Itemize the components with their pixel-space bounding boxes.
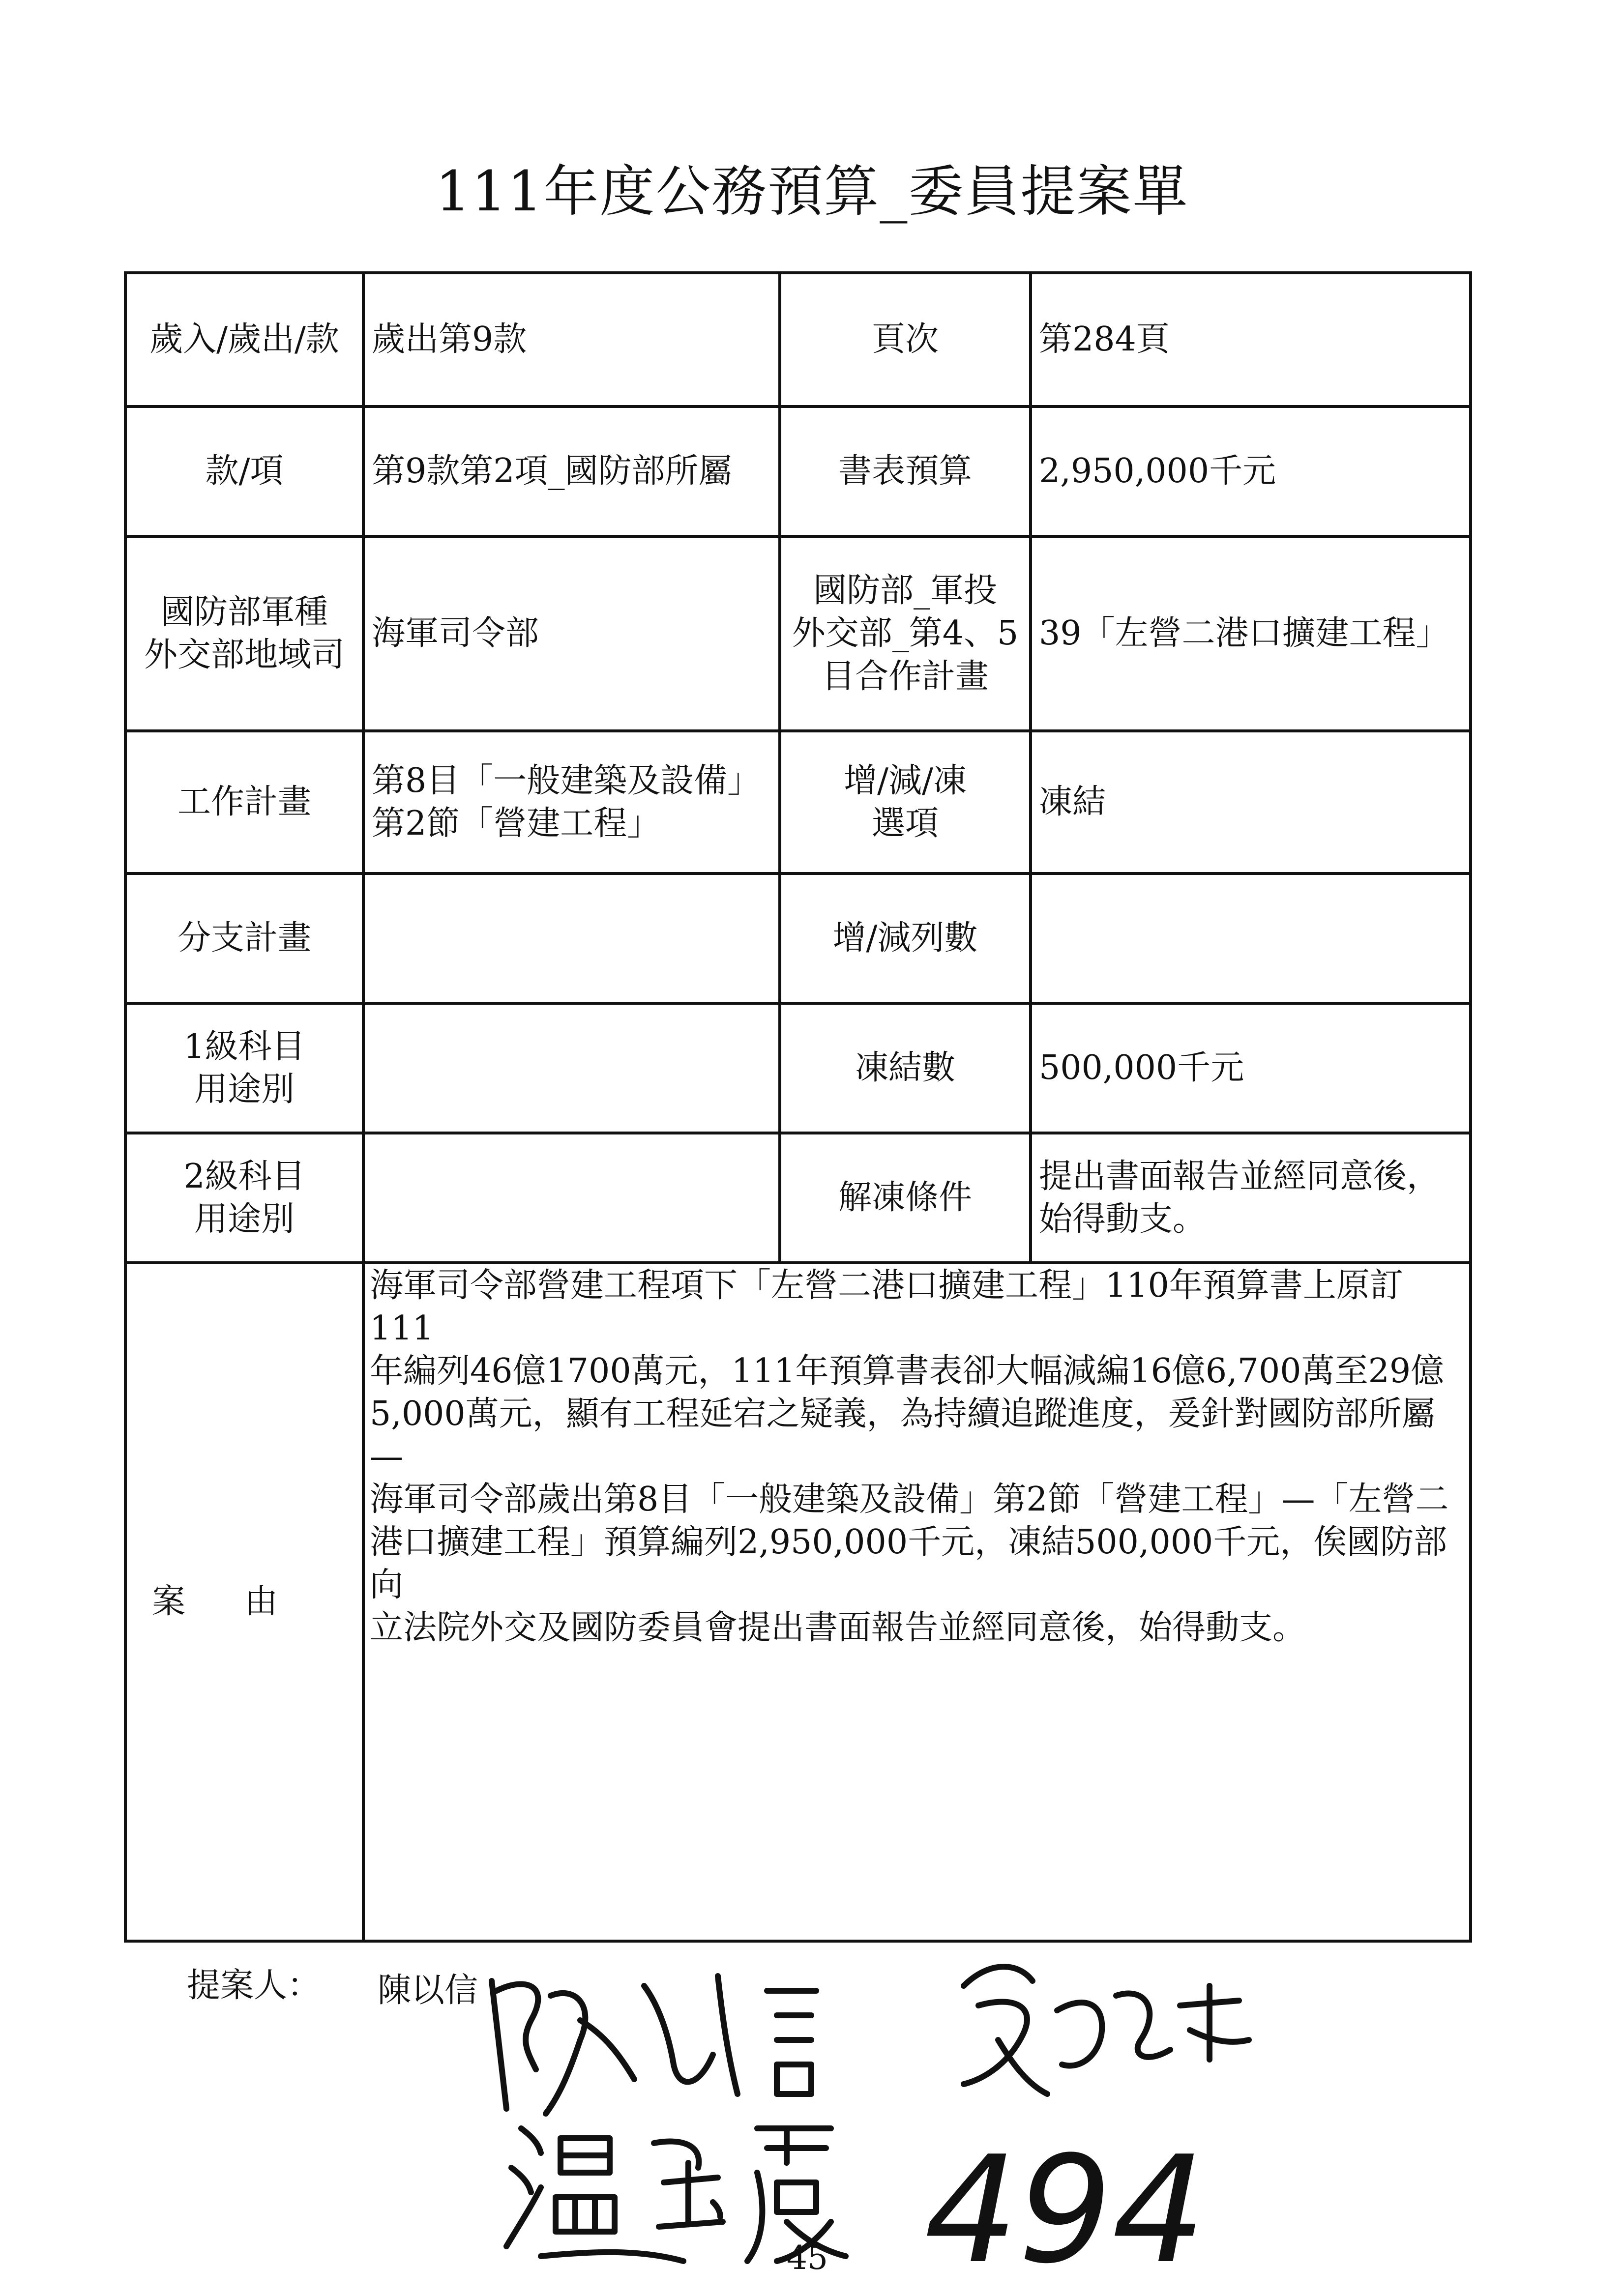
field-label: 工作計畫 bbox=[125, 731, 363, 873]
label-line: 1級科目 bbox=[183, 1027, 305, 1066]
value-line: 第2節「營建工程」 bbox=[372, 804, 661, 843]
label-line: 2級科目 bbox=[183, 1157, 305, 1196]
field-value: 2,950,000千元 bbox=[1031, 407, 1471, 536]
reason-line: 海軍司令部營建工程項下「左營二港口擴建工程」110年預算書上原訂111 bbox=[370, 1266, 1403, 1348]
field-label: 凍結數 bbox=[780, 1003, 1031, 1133]
label-line: 外交部地域司 bbox=[144, 636, 345, 674]
page-number: 45 bbox=[787, 2239, 828, 2277]
field-value: 第284頁 bbox=[1031, 273, 1471, 407]
field-value: 海軍司令部 bbox=[363, 536, 780, 731]
value-line: 第8目「一般建築及設備」 bbox=[372, 761, 761, 800]
label-line: 目合作計畫 bbox=[821, 657, 989, 696]
label-line: 用途別 bbox=[194, 1200, 295, 1239]
field-label: 解凍條件 bbox=[780, 1133, 1031, 1263]
label-line: 國防部軍種 bbox=[160, 592, 328, 632]
field-label: 書表預算 bbox=[780, 407, 1031, 536]
signature-1 bbox=[492, 1976, 816, 2114]
value-line: 提出書面報告並經同意後， bbox=[1039, 1157, 1441, 1196]
field-label: 款/項 bbox=[125, 407, 363, 536]
form-title: 111年度公務預算_委員提案單 bbox=[435, 160, 1189, 224]
proposer-name: 陳以信 bbox=[378, 1971, 478, 2010]
label-line: 選項 bbox=[871, 804, 939, 843]
signature-2 bbox=[964, 1967, 1249, 2094]
field-value: 第9款第2項_國防部所屬 bbox=[363, 407, 780, 536]
value-line: 始得動支。 bbox=[1039, 1200, 1207, 1239]
field-label: 分支計畫 bbox=[125, 873, 363, 1003]
field-value: 500,000千元 bbox=[1031, 1003, 1471, 1133]
field-label: 歲入/歲出/款 bbox=[125, 273, 363, 407]
reason-line: 年編列46億1700萬元，111年預算書表卻大幅減編16億6,700萬至29億 bbox=[370, 1352, 1445, 1391]
handwritten-number: 494 bbox=[924, 2124, 1206, 2296]
label-line: 外交部_第4、5 bbox=[792, 614, 1019, 653]
reason-line: 海軍司令部歲出第8目「一般建築及設備」第2節「營建工程」—「左營二 bbox=[370, 1480, 1449, 1519]
field-value: 歲出第9款 bbox=[363, 273, 780, 407]
field-label: 頁次 bbox=[780, 273, 1031, 407]
reason-line: 5,000萬元，顯有工程延宕之疑義，為持續追蹤進度，爰針對國防部所屬— bbox=[370, 1395, 1435, 1477]
field-label: 增/減列數 bbox=[780, 873, 1031, 1003]
reason-line: 港口擴建工程」預算編列2,950,000千元，凍結500,000千元，俟國防部向 bbox=[370, 1523, 1447, 1605]
field-value: 39「左營二港口擴建工程」 bbox=[1031, 536, 1471, 731]
reason-line: 立法院外交及國防委員會提出書面報告並經同意後，始得動支。 bbox=[370, 1608, 1306, 1648]
proposer-label: 提案人： bbox=[187, 1966, 321, 2005]
label-line: 用途別 bbox=[194, 1070, 295, 1109]
field-value: 凍結 bbox=[1031, 731, 1471, 873]
label-line: 國防部_軍投 bbox=[813, 571, 997, 610]
label-line: 增/減/凍 bbox=[844, 761, 967, 800]
reason-label: 案由 bbox=[151, 1582, 337, 1622]
